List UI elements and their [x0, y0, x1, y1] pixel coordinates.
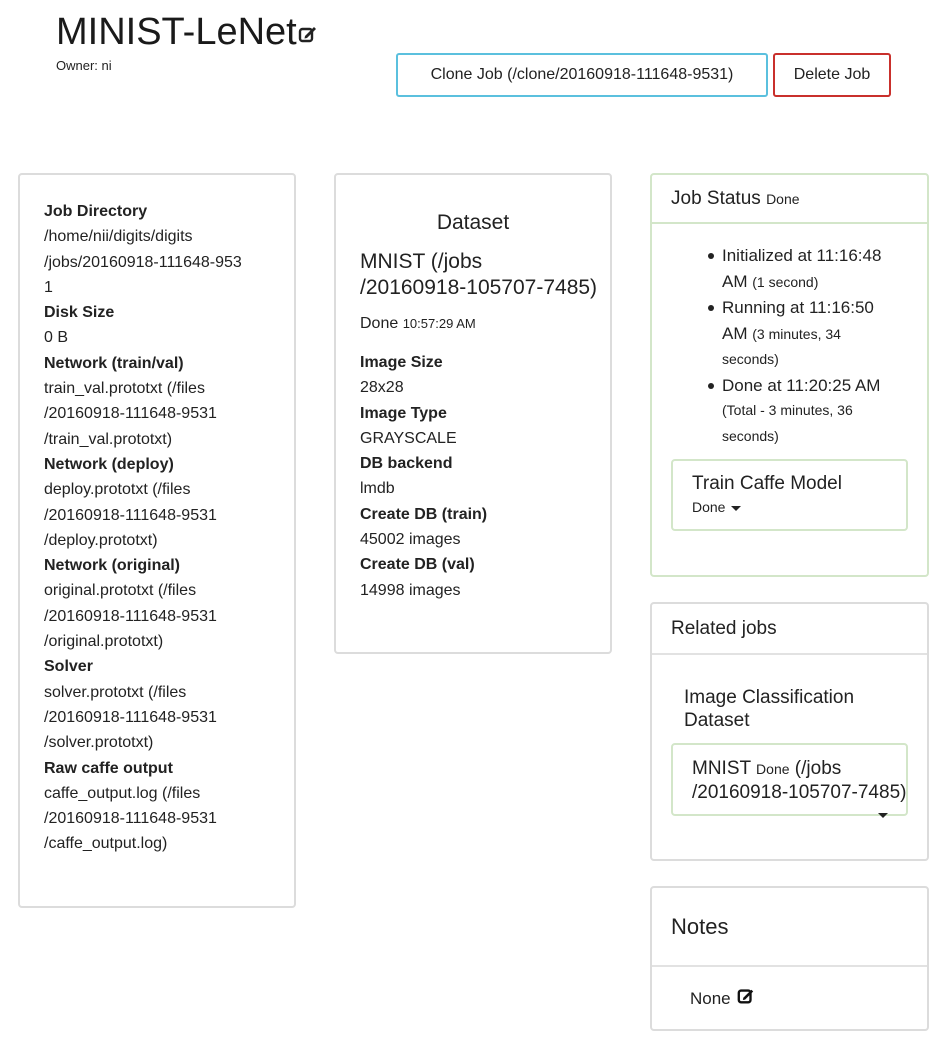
- dataset-status-label: Done: [360, 315, 399, 332]
- image-type-label: Image Type: [360, 404, 447, 422]
- status-item-text: Running at 11:16:50: [722, 298, 874, 317]
- dataset-link[interactable]: [360, 249, 597, 301]
- page-title: [56, 10, 318, 54]
- dataset-link-line: MNIST (/jobs: [360, 250, 483, 273]
- status-item-duration: (3 minutes, 34: [752, 325, 841, 342]
- notes-value: None: [690, 989, 731, 1008]
- solver-label: Solver: [44, 658, 93, 676]
- disk-size-value: 0 B: [44, 329, 69, 347]
- related-job-name: MNIST: [692, 758, 751, 779]
- status-item-text: AM: [722, 323, 748, 343]
- db-backend-value: lmdb: [360, 480, 395, 498]
- job-directory-value: 1: [44, 278, 53, 296]
- notes-panel: [650, 886, 929, 1031]
- dataset-panel: [334, 173, 612, 654]
- status-item-duration: seconds): [722, 351, 779, 367]
- related-group-line: Image Classification: [684, 687, 855, 708]
- create-val-value: 14998 images: [360, 581, 461, 599]
- edit-notes-icon[interactable]: [737, 987, 755, 1010]
- raw-output-label: Raw caffe output: [44, 759, 173, 777]
- dataset-info-list: [360, 350, 487, 603]
- delete-job-button[interactable]: Delete Job: [773, 53, 891, 97]
- job-status-header: [652, 175, 927, 224]
- image-size-label: Image Size: [360, 354, 443, 371]
- dataset-status-time: 10:57:29 AM: [402, 316, 476, 331]
- network-trainval-link[interactable]: train_val.prototxt (/files: [44, 380, 205, 398]
- create-train-value: 45002 images: [360, 531, 461, 549]
- status-item: [722, 243, 881, 295]
- status-item-duration: (Total - 3 minutes, 36: [722, 402, 853, 418]
- dataset-heading: Dataset: [436, 211, 510, 234]
- network-original-link[interactable]: original.prototxt (/files: [44, 582, 197, 600]
- status-item-text: Initialized at 11:16:48: [722, 246, 882, 265]
- solver-link[interactable]: /20160918-111648-9531: [44, 708, 217, 726]
- job-status-panel: [650, 173, 929, 577]
- caret-down-icon[interactable]: [878, 813, 888, 818]
- network-deploy-link[interactable]: /deploy.prototxt): [44, 531, 158, 549]
- related-group-line: Dataset: [684, 710, 750, 731]
- network-deploy-link[interactable]: /20160918-111648-9531: [44, 506, 217, 524]
- network-trainval-link[interactable]: /20160918-111648-9531: [44, 405, 217, 423]
- dataset-status: [360, 315, 476, 333]
- status-item-duration: seconds): [722, 427, 779, 444]
- train-task-card[interactable]: [671, 459, 908, 531]
- status-item-text: AM: [722, 271, 748, 291]
- network-trainval-link[interactable]: /train_val.prototxt): [44, 430, 173, 448]
- status-item: [722, 373, 881, 450]
- network-original-label: Network (original): [44, 557, 181, 575]
- notes-header: [652, 888, 927, 967]
- train-task-status[interactable]: [692, 499, 741, 515]
- job-status-title: Job Status: [671, 188, 761, 209]
- solver-link[interactable]: /solver.prototxt): [44, 734, 154, 752]
- job-info-list: [44, 199, 242, 857]
- raw-output-link[interactable]: /20160918-111648-9531: [44, 810, 217, 828]
- image-type-value: GRAYSCALE: [360, 429, 457, 447]
- status-item-duration: (1 second): [752, 273, 819, 290]
- related-job-path: (/jobs: [794, 758, 842, 779]
- related-jobs-header: [652, 604, 927, 655]
- related-jobs-title: Related jobs: [671, 618, 777, 639]
- job-status-state: Done: [766, 191, 800, 207]
- related-group-title: [684, 686, 854, 732]
- db-backend-label: DB backend: [360, 455, 453, 473]
- solver-link[interactable]: solver.prototxt (/files: [44, 683, 187, 701]
- job-directory-label: Job Directory: [44, 203, 148, 220]
- train-task-title: Train Caffe Model: [692, 473, 842, 494]
- train-task-status-label: Done: [692, 499, 726, 515]
- status-item: [722, 295, 881, 373]
- job-name: MINIST-LeNet: [56, 11, 297, 53]
- owner-label: Owner: ni: [56, 58, 112, 73]
- related-job-path: /20160918-105707-7485): [692, 782, 907, 803]
- caret-down-icon: [731, 506, 741, 511]
- job-directory-value: /home/nii/digits/digits: [44, 228, 193, 246]
- network-original-link[interactable]: /20160918-111648-9531: [44, 607, 217, 625]
- raw-output-link[interactable]: /caffe_output.log): [44, 835, 168, 853]
- disk-size-label: Disk Size: [44, 304, 115, 322]
- job-directory-value: /jobs/20160918-111648-953: [44, 253, 242, 271]
- related-job-status: Done: [756, 761, 790, 777]
- image-size-value: 28x28: [360, 379, 404, 397]
- network-original-link[interactable]: /original.prototxt): [44, 633, 164, 651]
- dataset-link-line: /20160918-105707-7485): [360, 276, 598, 299]
- notes-title: Notes: [671, 914, 729, 939]
- status-item-text: Done at 11:20:25 AM: [722, 375, 881, 395]
- related-jobs-panel: [650, 602, 929, 861]
- notes-body: [690, 987, 755, 1010]
- clone-job-button[interactable]: Clone Job (/clone/20160918-111648-9531): [396, 53, 768, 97]
- edit-icon[interactable]: [298, 10, 318, 54]
- raw-output-link[interactable]: caffe_output.log (/files: [44, 784, 201, 802]
- status-timeline: [722, 243, 881, 449]
- create-train-label: Create DB (train): [360, 505, 488, 523]
- related-job-link[interactable]: [692, 757, 906, 804]
- network-trainval-label: Network (train/val): [44, 354, 184, 372]
- create-val-label: Create DB (val): [360, 556, 475, 574]
- related-job-card[interactable]: [671, 743, 908, 816]
- network-deploy-label: Network (deploy): [44, 455, 174, 473]
- job-info-panel: [18, 173, 296, 908]
- network-deploy-link[interactable]: deploy.prototxt (/files: [44, 481, 191, 499]
